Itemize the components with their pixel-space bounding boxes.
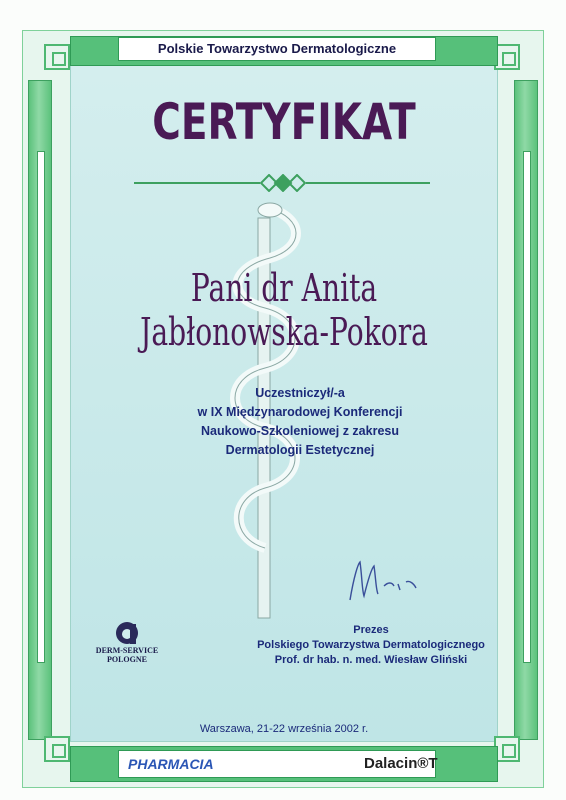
logo-text-line2: POLOGNE	[106, 655, 147, 664]
title-divider-right	[306, 182, 430, 184]
recipient-name: Pani dr Anita Jabłonowska-Pokora	[140, 266, 428, 354]
signatory-block	[226, 623, 516, 668]
body-line: Dermatologii Estetycznej	[225, 443, 375, 457]
sponsor-pharmacia: PHARMACIA	[128, 756, 214, 772]
derm-service-logo	[92, 618, 162, 668]
signatory-organization: Polskiego Towarzystwa Dermatologicznego	[257, 639, 485, 651]
certificate-title: CERTYFIKAT	[152, 93, 416, 151]
body-line: Uczestniczył/-a	[255, 386, 345, 400]
right-border-column	[514, 80, 538, 740]
title-divider-left	[134, 182, 260, 184]
corner-ornament-bottom-left	[44, 736, 70, 762]
signatory-role: Prezes	[353, 624, 389, 636]
logo-text-line1: DERM-SERVICE	[95, 646, 159, 655]
place-and-date: Warszawa, 21-22 września 2002 r.	[199, 723, 369, 735]
derm-service-logo-icon	[112, 618, 142, 646]
body-line: w IX Międzynarodowej Konferencji	[197, 405, 403, 419]
left-border-column	[28, 80, 52, 740]
signatory-name: Prof. dr hab. n. med. Wiesław Gliński	[274, 654, 468, 666]
handwritten-signature	[344, 556, 424, 606]
body-line: Naukowo-Szkoleniowej z zakresu	[201, 424, 399, 438]
society-name: Polskie Towarzystwo Dermatologiczne	[118, 37, 436, 61]
sponsor-dalacin: Dalacin®T	[364, 755, 438, 772]
certificate-body	[150, 384, 450, 460]
corner-ornament-top-left	[44, 44, 70, 70]
diamond-ornament-icon	[260, 174, 306, 192]
